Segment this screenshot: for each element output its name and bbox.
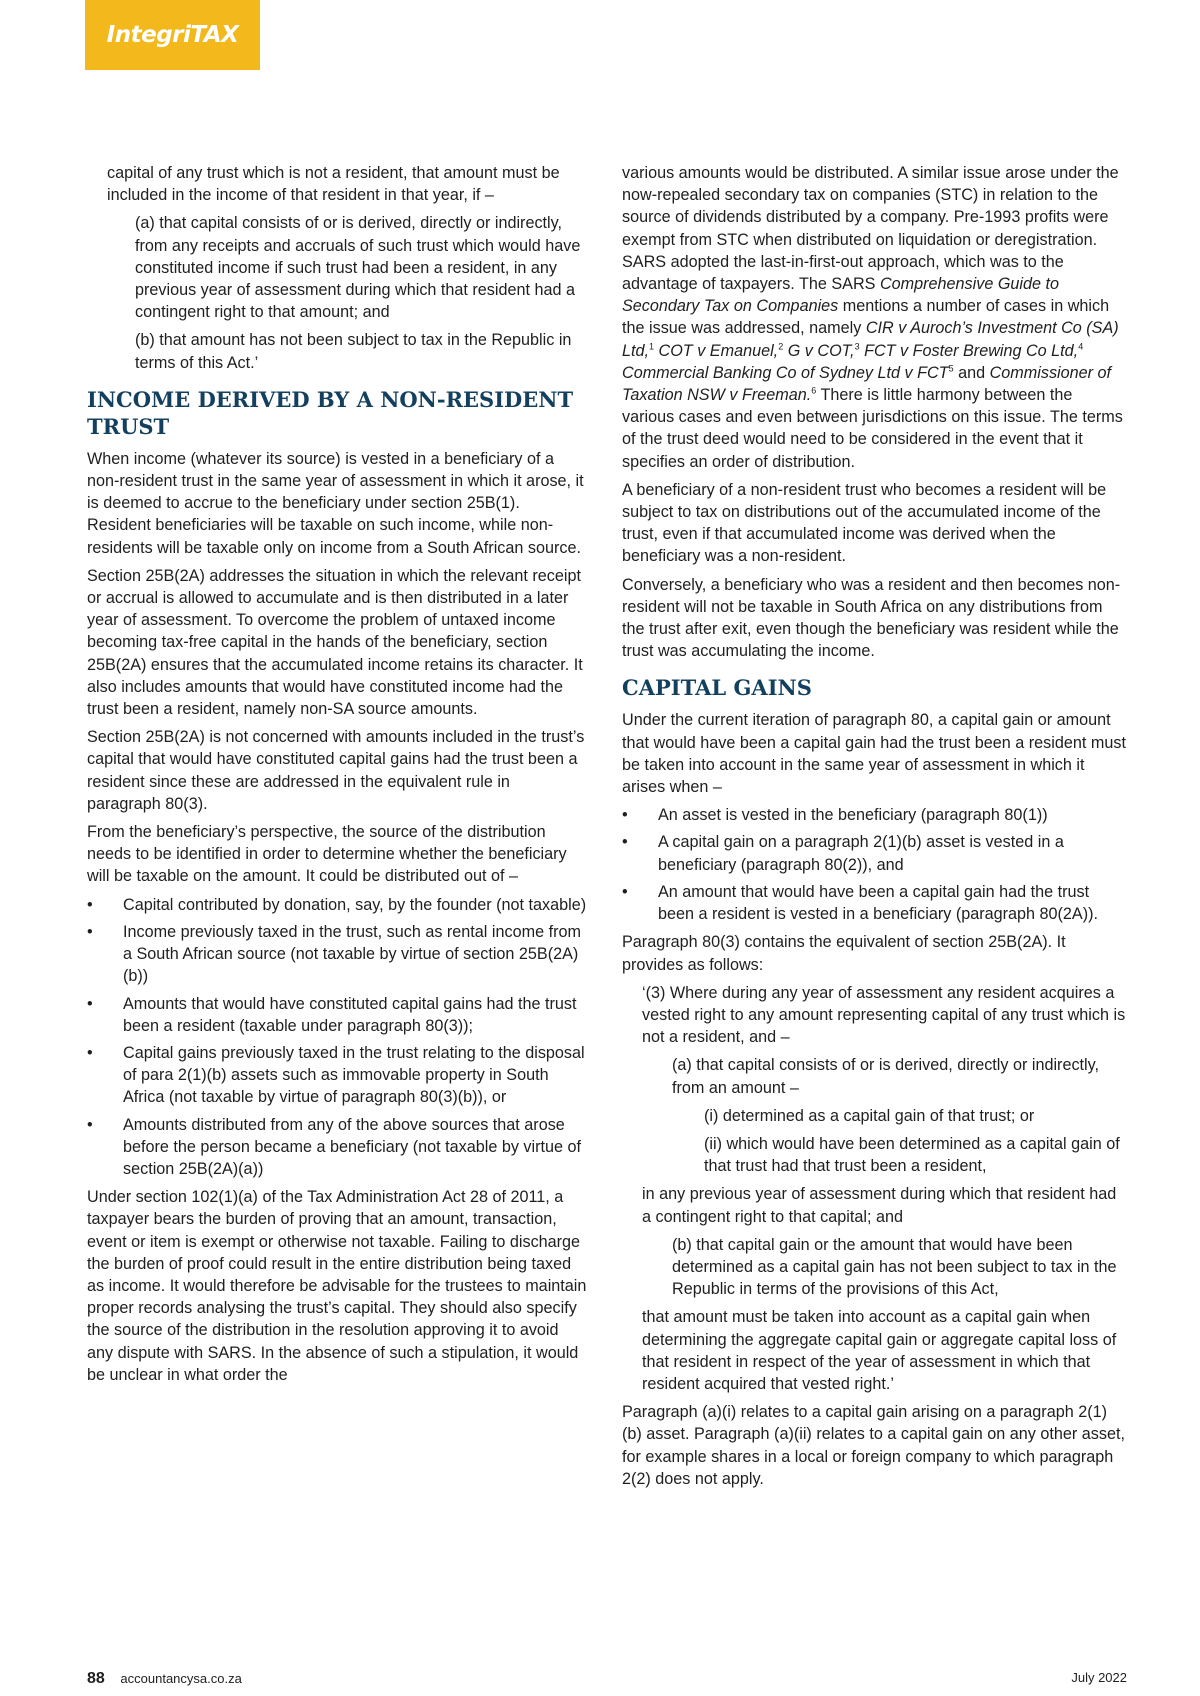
quote-paragraph: ‘(3) Where during any year of assessment any resident acquires a vested right to any amount representing capital of any trust which is not a resident, and – <box>642 983 1126 1047</box>
paragraph: When income (whatever its source) is vested in a beneficiary of a non-resident trust in the same year of assessment in which it arose, it is deemed to accrue to the beneficiary under section 25B(1). Resident beneficiaries will be taxable on such income, while non-residents will be taxable only on income from a South African source. <box>87 449 584 557</box>
bullet-list <box>87 894 587 1180</box>
footnote-ref: 1 <box>649 341 655 352</box>
paragraph: Paragraph 80(3) contains the equivalent of section 25B(2A). It provides as follows: <box>622 933 1066 974</box>
footnote-ref: 5 <box>948 363 954 374</box>
quote-item-b: (b) that capital gain or the amount that would have been determined as a capital gain has not been subject to tax in the Republic in terms of the provisions of this Act, <box>672 1235 1117 1299</box>
paragraph: Paragraph (a)(i) relates to a capital gain arising on a paragraph 2(1)(b) asset. Paragraph (a)(ii) relates to a capital gain on any other asset, for example shares in a local or foreign company to which paragraph 2(2) does not apply. <box>622 1403 1125 1488</box>
footnote-ref: 2 <box>778 341 784 352</box>
list-item: • Amounts that would have constituted capital gains had the trust been a resident (taxable under paragraph 80(3)); <box>87 993 587 1037</box>
issue-date: July 2022 <box>1071 1670 1127 1685</box>
case-name: FCT v Foster Brewing Co Ltd, <box>859 341 1079 360</box>
quote-item-a: (a) that capital consists of or is derived, directly or indirectly, from any receipts and accruals of such trust which would have constituted income if such trust had been a resident, in any previous year of assessment during which that resident had a contingent right to that amount; and <box>135 214 581 322</box>
list-item: • Income previously taxed in the trust, such as rental income from a South African source (not taxable by virtue of section 25B(2A)(b)) <box>87 921 587 988</box>
quote-item-a: (a) that capital consists of or is derived, directly or indirectly, from an amount – <box>672 1056 1100 1097</box>
list-item: • Capital contributed by donation, say, by the founder (not taxable) <box>87 894 587 916</box>
paragraph: A beneficiary of a non-resident trust who becomes a resident will be subject to tax on distributions out of the accumulated income of the trust, even if that accumulated income was derived when the beneficiary was a non-resident. <box>622 480 1107 566</box>
section-heading-capital-gains: CAPITAL GAINS <box>622 675 812 701</box>
case-name: Commercial Banking Co of Sydney Ltd v FCT <box>622 363 949 382</box>
footnote-ref: 6 <box>811 385 817 396</box>
list-item: • An amount that would have been a capital gain had the trust been a resident is vested in a beneficiary (paragraph 80(2A)). <box>622 881 1126 925</box>
guide-title: Comprehensive Guide to Secondary Tax on Companies <box>622 275 1060 316</box>
footnote-ref: 3 <box>854 341 860 352</box>
brand-logo-text: IntegriTAX <box>106 22 239 48</box>
list-item: • Amounts distributed from any of the above sources that arose before the person became a beneficiary (not taxable by virtue of section 25B(2A)(a)) <box>87 1114 587 1181</box>
paragraph: From the beneficiary’s perspective, the source of the distribution needs to be identified in order to determine whether the beneficiary will be taxable on the amount. It could be distributed out of – <box>87 823 567 886</box>
footnote-ref: 4 <box>1078 341 1084 352</box>
bullet-list <box>622 804 1126 925</box>
paragraph: Under section 102(1)(a) of the Tax Administration Act 28 of 2011, a taxpayer bears the burden of proving that an amount, transaction, event or item is exempt or otherwise not taxable. Failing to discharge the burden of proof could result in the entire distribution being taxed as income. It would therefore be advisable for the trustees to maintain proper records analysing the trust’s capital. They should also specify the source of the distribution in the resolution approving it to avoid any dispute with SARS. In the absence of such a stipulation, it would be unclear in what order the <box>87 1188 587 1384</box>
page-footer <box>87 1670 1127 1688</box>
text-span: and <box>953 363 990 382</box>
quote-paragraph: that amount must be taken into account as a capital gain when determining the aggregate capital gain or aggregate capital loss of that resident in respect of the year of assessment in which that resident acquired that vested right.’ <box>642 1308 1117 1393</box>
page-number: 88 <box>87 1670 105 1687</box>
quote-item-b: (b) that amount has not been subject to tax in the Republic in terms of this Act.’ <box>135 331 572 372</box>
website-link[interactable]: accountancysa.co.za <box>120 1671 242 1686</box>
text-span: mentions a number of cases in which the issue was addressed, namely <box>622 297 1110 338</box>
quote-item-i: (i) determined as a capital gain of that trust; or <box>704 1106 1035 1125</box>
case-name: G v COT, <box>783 341 855 360</box>
case-name: CIR v Auroch’s Investment Co (SA) Ltd, <box>622 319 1119 360</box>
brand-logo <box>85 0 260 70</box>
list-item: • Capital gains previously taxed in the trust relating to the disposal of para 2(1)(b) assets such as immovable property in South Africa (not taxable by virtue of paragraph 80(3)(b)), or <box>87 1042 587 1109</box>
case-name: Commissioner of Taxation NSW v Freeman. <box>622 363 1112 405</box>
quote-item-ii: (ii) which would have been determined as a capital gain of that trust had that trust been a resident, <box>704 1134 1120 1176</box>
list-item: • An asset is vested in the beneficiary (paragraph 80(1)) <box>622 804 1126 826</box>
paragraph: Section 25B(2A) is not concerned with amounts included in the trust’s capital that would have constituted capital gains had the trust been a resident since these are addressed in the equivalent rule in paragraph 80(3). <box>87 728 585 813</box>
paragraph: Conversely, a beneficiary who was a resident and then becomes non-resident will not be taxable in South Africa on any distributions from the trust after exit, even though the beneficiary was resident while the trust was accumulating the income. <box>622 575 1121 661</box>
quote-paragraph: in any previous year of assessment during which that resident had a contingent right to that capital; and <box>642 1185 1117 1226</box>
section-heading-income: INCOME DERIVED BY A NON-RESIDENT TRUST <box>87 386 574 439</box>
list-item: • A capital gain on a paragraph 2(1)(b) asset is vested in a beneficiary (paragraph 80(2)), and <box>622 831 1126 875</box>
paragraph-cases <box>622 162 1126 473</box>
left-column <box>87 162 587 1392</box>
right-column <box>622 162 1126 1496</box>
paragraph: capital of any trust which is not a resident, that amount must be included in the income of that resident in that year, if – <box>107 164 560 205</box>
paragraph: Under the current iteration of paragraph 80, a capital gain or amount that would have been a capital gain had the trust been a resident must be taken into account in the same year of assessment in which it arises when – <box>622 711 1126 797</box>
paragraph: Section 25B(2A) addresses the situation in which the relevant receipt or accrual is allowed to accumulate and is then distributed in a later year of assessment. To overcome the problem of untaxed income becoming tax-free capital in the hands of the beneficiary, section 25B(2A) ensures that the accumulated income retains its character. It also includes amounts that would have constituted income had the trust been a resident, namely non-SA source amounts. <box>87 566 583 719</box>
text-span: There is little harmony between the various cases and even between jurisdictions on this issue. The terms of the trust deed would need to be considered in the event that it specifies an order of distribution. <box>622 386 1123 471</box>
text-span: various amounts would be distributed. A similar issue arose under the now-repealed secondary tax on companies (STC) in relation to the source of dividends distributed by a company. Pre-1993 profits were exempt from STC when distributed on liquidation or deregistration. SARS adopted the last-in-first-out approach, which was to the advantage of taxpayers. The SARS <box>622 164 1119 294</box>
case-name: COT v Emanuel, <box>654 341 779 360</box>
